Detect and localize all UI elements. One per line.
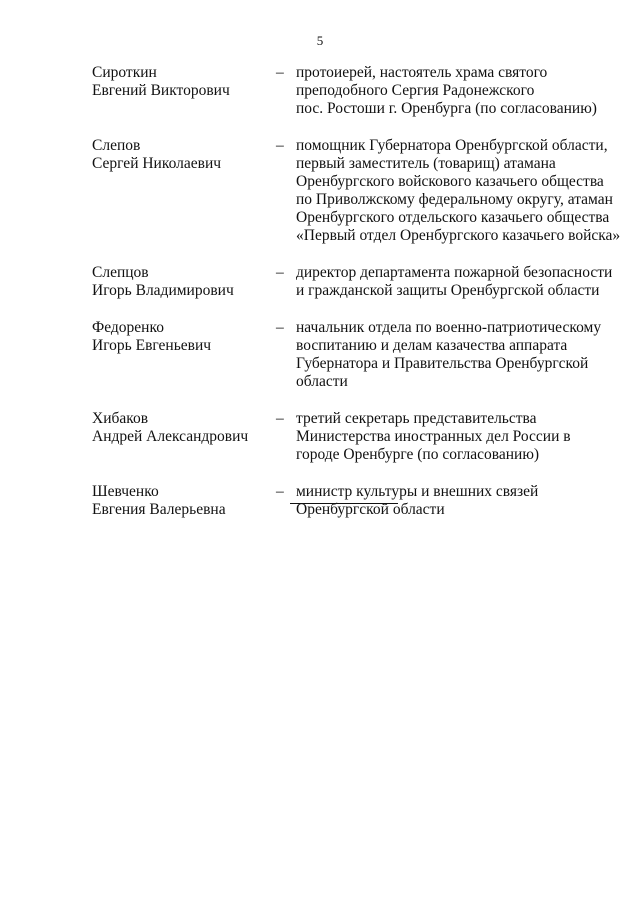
- member-entry: [92, 483, 622, 519]
- position-line: и гражданской защиты Оренбургской области: [296, 282, 600, 299]
- member-surname: Федоренко: [92, 319, 164, 336]
- position-line: области: [296, 373, 348, 390]
- member-name: [92, 137, 276, 245]
- member-surname: Сироткин: [92, 64, 157, 81]
- member-given-names: Андрей Александрович: [92, 428, 249, 445]
- dash-separator: –: [276, 483, 284, 500]
- position-line: Министерства иностранных дел России в: [296, 428, 571, 445]
- member-name: [92, 264, 276, 300]
- position-line: директор департамента пожарной безопасности: [296, 264, 613, 281]
- member-given-names: Игорь Евгеньевич: [92, 337, 212, 354]
- position-line: третий секретарь представительства: [296, 410, 537, 427]
- member-given-names: Игорь Владимирович: [92, 282, 234, 299]
- member-position: [296, 410, 622, 464]
- dash-separator: –: [276, 64, 284, 81]
- member-entry: [92, 410, 622, 464]
- position-line: воспитанию и делам казачества аппарата: [296, 337, 568, 354]
- position-line: помощник Губернатора Оренбургской области,: [296, 137, 608, 154]
- member-position: [296, 64, 622, 118]
- member-position: [296, 483, 622, 519]
- member-list: [92, 64, 622, 538]
- dash-separator: –: [276, 137, 284, 154]
- member-surname: Слепов: [92, 137, 141, 154]
- position-line: начальник отдела по военно-патриотическому: [296, 319, 602, 336]
- dash-separator: –: [276, 319, 284, 336]
- member-surname: Хибаков: [92, 410, 149, 427]
- position-line: «Первый отдел Оренбургского казачьего войска»: [296, 227, 621, 244]
- position-line: протоиерей, настоятель храма святого: [296, 64, 548, 81]
- position-line: по Приволжскому федеральному округу, атаман: [296, 191, 613, 208]
- member-entry: [92, 137, 622, 245]
- position-line: министр культуры и внешних связей: [296, 483, 539, 500]
- member-given-names: Евгений Викторович: [92, 82, 230, 99]
- dash-separator: –: [276, 410, 284, 427]
- member-surname: Слепцов: [92, 264, 149, 281]
- end-divider: [290, 503, 398, 504]
- position-line: преподобного Сергия Радонежского: [296, 82, 535, 99]
- member-name: [92, 410, 276, 464]
- member-position: [296, 319, 622, 391]
- member-given-names: Евгения Валерьевна: [92, 501, 226, 518]
- member-entry: [92, 64, 622, 118]
- member-name: [92, 483, 276, 519]
- position-line: пос. Ростоши г. Оренбурга (по согласованию): [296, 100, 597, 117]
- dash-separator: –: [276, 264, 284, 281]
- member-name: [92, 64, 276, 118]
- member-entry: [92, 264, 622, 300]
- position-line: Оренбургского войскового казачьего общества: [296, 173, 604, 190]
- position-line: городе Оренбурге (по согласованию): [296, 446, 540, 463]
- member-position: [296, 137, 622, 245]
- position-line: первый заместитель (товарищ) атамана: [296, 155, 556, 172]
- position-line: Оренбургской области: [296, 501, 445, 518]
- member-name: [92, 319, 276, 391]
- member-position: [296, 264, 622, 300]
- position-line: Губернатора и Правительства Оренбургской: [296, 355, 589, 372]
- page-number: 5: [316, 33, 324, 48]
- member-surname: Шевченко: [92, 483, 159, 500]
- member-entry: [92, 319, 622, 391]
- position-line: Оренбургского отдельского казачьего общества: [296, 209, 610, 226]
- member-given-names: Сергей Николаевич: [92, 155, 222, 172]
